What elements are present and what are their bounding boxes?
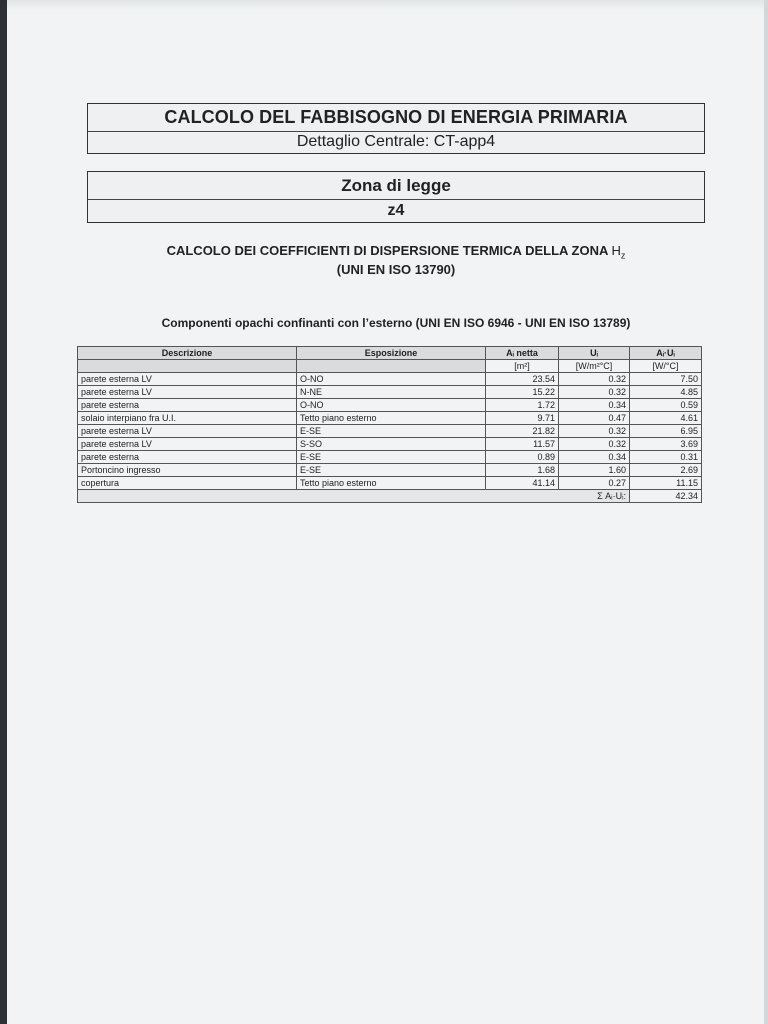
table-total-row [78, 490, 702, 503]
cell-esposizione: N-NE [297, 386, 486, 399]
total-value: 42.34 [630, 490, 702, 503]
table-units-row [78, 360, 702, 373]
table-row [78, 477, 702, 490]
table-row [78, 451, 702, 464]
cell-descrizione: parete esterna [78, 451, 297, 464]
cell-u: 0.47 [559, 412, 630, 425]
table-row [78, 438, 702, 451]
cell-descrizione: Portoncino ingresso [78, 464, 297, 477]
cell-esposizione: O-NO [297, 399, 486, 412]
scan-band-top [7, 0, 764, 10]
table-row [78, 386, 702, 399]
unit-au: [W/°C] [630, 360, 702, 373]
zona-box [87, 171, 705, 223]
cell-au: 4.61 [630, 412, 702, 425]
total-label: Σ Aᵢ·Uᵢ: [78, 490, 630, 503]
cell-au: 4.85 [630, 386, 702, 399]
cell-esposizione: E-SE [297, 451, 486, 464]
cell-esposizione: O-NO [297, 373, 486, 386]
cell-esposizione: E-SE [297, 464, 486, 477]
table-row [78, 412, 702, 425]
cell-descrizione: solaio interpiano fra U.I. [78, 412, 297, 425]
cell-area: 1.72 [486, 399, 559, 412]
cell-descrizione: parete esterna LV [78, 373, 297, 386]
zona-label: Zona di legge [88, 172, 704, 200]
cell-u: 0.32 [559, 386, 630, 399]
col-header-u: Uᵢ [559, 347, 630, 360]
cell-descrizione: parete esterna [78, 399, 297, 412]
section-heading-text: CALCOLO DEI COEFFICIENTI DI DISPERSIONE TERMICA DELLA ZONA [166, 243, 608, 258]
cell-esposizione: E-SE [297, 425, 486, 438]
col-header-area: Aᵢ netta [486, 347, 559, 360]
scan-border-right [764, 0, 768, 1024]
cell-esposizione: S-SO [297, 438, 486, 451]
table-row [78, 399, 702, 412]
cell-au: 3.69 [630, 438, 702, 451]
zona-value: z4 [387, 202, 405, 219]
cell-au: 0.59 [630, 399, 702, 412]
section-heading [87, 243, 705, 261]
col-header-esposizione: Esposizione [297, 347, 486, 360]
cell-area: 23.54 [486, 373, 559, 386]
cell-area: 0.89 [486, 451, 559, 464]
table-row [78, 425, 702, 438]
cell-descrizione: parete esterna LV [78, 438, 297, 451]
cell-au: 2.69 [630, 464, 702, 477]
cell-au: 7.50 [630, 373, 702, 386]
cell-u: 0.27 [559, 477, 630, 490]
unit-esposizione [297, 360, 486, 373]
cell-u: 0.32 [559, 373, 630, 386]
cell-descrizione: copertura [78, 477, 297, 490]
components-table [77, 346, 702, 503]
cell-u: 0.34 [559, 451, 630, 464]
title-box [87, 103, 705, 154]
hz-subscript: z [620, 250, 626, 261]
hz-letter: H [611, 243, 621, 258]
cell-area: 11.57 [486, 438, 559, 451]
document-subtitle: Dettaglio Centrale: CT-app4 [296, 133, 496, 150]
cell-u: 1.60 [559, 464, 630, 477]
unit-area: [m²] [486, 360, 559, 373]
table-row [78, 373, 702, 386]
cell-esposizione: Tetto piano esterno [297, 412, 486, 425]
section-standard: (UNI EN ISO 13790) [336, 262, 456, 277]
cell-u: 0.32 [559, 425, 630, 438]
hz-symbol [611, 243, 626, 261]
cell-au: 6.95 [630, 425, 702, 438]
cell-u: 0.32 [559, 438, 630, 451]
col-header-descrizione: Descrizione [78, 347, 297, 360]
cell-area: 41.14 [486, 477, 559, 490]
cell-au: 11.15 [630, 477, 702, 490]
unit-descrizione [78, 360, 297, 373]
unit-u: [W/m²°C] [559, 360, 630, 373]
table-header-row [78, 347, 702, 360]
cell-area: 15.22 [486, 386, 559, 399]
cell-au: 0.31 [630, 451, 702, 464]
cell-area: 9.71 [486, 412, 559, 425]
cell-area: 21.82 [486, 425, 559, 438]
cell-descrizione: parete esterna LV [78, 425, 297, 438]
cell-u: 0.34 [559, 399, 630, 412]
cell-esposizione: Tetto piano esterno [297, 477, 486, 490]
table-title: Componenti opachi confinanti con l’esterno (UNI EN ISO 6946 - UNI EN ISO 13789) [161, 316, 631, 330]
cell-descrizione: parete esterna LV [78, 386, 297, 399]
document-title: CALCOLO DEL FABBISOGNO DI ENERGIA PRIMARIA [88, 104, 704, 132]
cell-area: 1.68 [486, 464, 559, 477]
col-header-au: Aᵢ·Uᵢ [630, 347, 702, 360]
table-row [78, 464, 702, 477]
scan-border-left [0, 0, 7, 1024]
